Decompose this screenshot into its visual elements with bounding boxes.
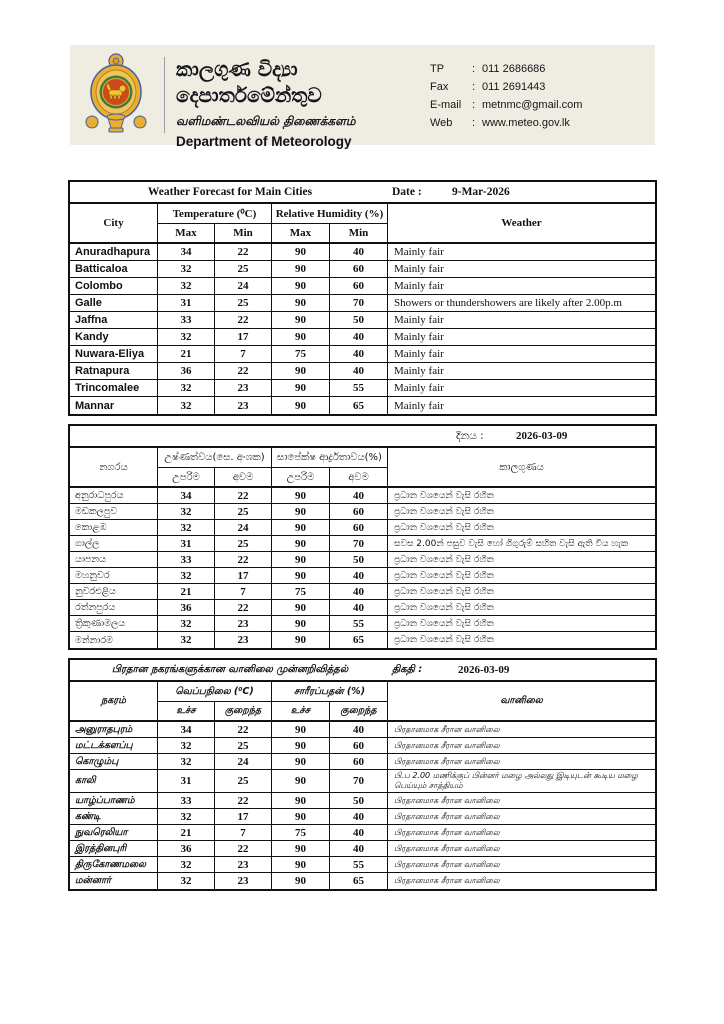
cell-weather: பிரதானமாக சீரான வானிலை xyxy=(394,811,500,821)
table-row xyxy=(70,278,655,295)
cell-temp-min: 22 xyxy=(215,793,272,808)
cell-hum-max: 90 xyxy=(272,504,330,519)
cell-temp-min: 23 xyxy=(215,873,272,889)
col-header-hum-max: Max xyxy=(272,224,330,242)
table-row xyxy=(70,738,655,754)
cell-temp-max: 32 xyxy=(158,632,215,648)
cell-temp-max: 36 xyxy=(158,600,215,615)
cell-temp-max: 34 xyxy=(158,488,215,503)
cell-temp-min: 7 xyxy=(215,825,272,840)
cell-temp-max: 32 xyxy=(158,754,215,769)
cell-temp-min: 22 xyxy=(215,244,272,260)
table-row xyxy=(70,568,655,584)
cell-temp-max: 32 xyxy=(158,504,215,519)
cell-temp-min: 7 xyxy=(215,346,272,362)
cell-temp-min: 23 xyxy=(215,380,272,396)
contact-separator: : xyxy=(472,63,476,75)
col-header-temp-min: குறைந்த xyxy=(215,702,272,720)
cell-hum-max: 90 xyxy=(272,616,330,631)
cell-temp-min: 22 xyxy=(215,841,272,856)
cell-hum-min: 50 xyxy=(330,552,388,567)
table-row xyxy=(70,244,655,261)
cell-hum-min: 40 xyxy=(330,329,388,345)
table-row xyxy=(70,397,655,414)
cell-hum-max: 90 xyxy=(272,754,330,769)
cell-hum-min: 60 xyxy=(330,754,388,769)
col-header-temp-max: உச்ச xyxy=(158,702,215,720)
cell-hum-max: 90 xyxy=(272,380,330,396)
col-header-humidity: Relative Humidity (%) xyxy=(272,204,388,224)
cell-hum-max: 90 xyxy=(272,841,330,856)
table-row xyxy=(70,329,655,346)
cell-temp-max: 21 xyxy=(158,584,215,599)
table-row xyxy=(70,488,655,504)
col-header-humidity: සාපේක්ෂ ආර්ද්‍රතාවය(%) xyxy=(272,448,388,468)
cell-hum-min: 40 xyxy=(330,722,388,737)
cell-weather: Mainly fair xyxy=(394,399,444,412)
col-header-weather: Weather xyxy=(501,217,542,229)
cell-hum-max: 90 xyxy=(272,793,330,808)
cell-weather: பிரதானமாக சீரான வானிலை xyxy=(394,740,500,750)
cell-temp-min: 25 xyxy=(215,536,272,551)
date-value: 2026-03-09 xyxy=(516,430,568,442)
col-header-temp-min: අවම xyxy=(215,468,272,486)
table-row xyxy=(70,363,655,380)
cell-weather: பிரதானமாக சீரான வானிலை xyxy=(394,843,500,853)
cell-city: Mannar xyxy=(70,397,158,414)
cell-hum-min: 55 xyxy=(330,380,388,396)
col-header-city: நகரம் xyxy=(70,682,158,720)
cell-temp-max: 32 xyxy=(158,380,215,396)
cell-hum-max: 90 xyxy=(272,261,330,277)
cell-hum-min: 40 xyxy=(330,363,388,379)
cell-weather: ප්‍රධාන වශයෙන් වැසි රහිත xyxy=(394,618,494,629)
cell-weather: Mainly fair xyxy=(394,263,444,275)
table-row xyxy=(70,312,655,329)
cell-weather: ප්‍රධාන වශයෙන් වැසි රහිත xyxy=(394,490,494,501)
cell-hum-max: 90 xyxy=(272,568,330,583)
table-title-row xyxy=(70,660,655,682)
cell-hum-min: 55 xyxy=(330,616,388,631)
cell-temp-max: 32 xyxy=(158,261,215,277)
contact-phone xyxy=(430,60,645,78)
cell-weather: பிரதானமாக சீரான வானிலை xyxy=(394,795,500,805)
cell-weather: සවස 2.00න් පසුව වැසි හෝ ගිගුරුම් සහිත වැසි ඇති විය හැක xyxy=(394,538,629,549)
contact-web xyxy=(430,114,645,132)
col-header-temperature: வெப்பநிலை (⁰C) xyxy=(158,682,272,702)
cell-city: அனுராதபுரம் xyxy=(70,722,158,737)
cell-city: Ratnapura xyxy=(70,363,158,379)
col-header-hum-min: Min xyxy=(330,224,388,242)
cell-temp-max: 31 xyxy=(158,536,215,551)
col-header-hum-max: உச்ச xyxy=(272,702,330,720)
cell-temp-min: 25 xyxy=(215,770,272,792)
cell-temp-max: 32 xyxy=(158,873,215,889)
cell-hum-min: 60 xyxy=(330,520,388,535)
table-row xyxy=(70,754,655,770)
cell-city: අනුරාධපුරය xyxy=(70,488,158,503)
col-header-weather: කාලගුණය xyxy=(499,461,544,473)
date-value: 9-Mar-2026 xyxy=(452,186,510,198)
table-header xyxy=(70,204,655,244)
table-body xyxy=(70,488,655,648)
contact-value: www.meteo.gov.lk xyxy=(482,117,570,129)
cell-city: නුවරඑළිය xyxy=(70,584,158,599)
department-name-tamil: வளிமண்டலவியல் திணைக்களம் xyxy=(176,114,356,128)
cell-weather: Mainly fair xyxy=(394,246,444,258)
cell-hum-min: 40 xyxy=(330,841,388,856)
cell-temp-min: 25 xyxy=(215,738,272,753)
col-header-temp-min: Min xyxy=(215,224,272,242)
cell-temp-max: 32 xyxy=(158,278,215,294)
table-row xyxy=(70,793,655,809)
cell-temp-min: 25 xyxy=(215,261,272,277)
cell-hum-min: 55 xyxy=(330,857,388,872)
cell-hum-min: 70 xyxy=(330,295,388,311)
cell-city: යාපනය xyxy=(70,552,158,567)
cell-city: நுவரெலியா xyxy=(70,825,158,840)
cell-temp-max: 33 xyxy=(158,312,215,328)
cell-temp-min: 23 xyxy=(215,616,272,631)
cell-weather: ප්‍රධාන වශයෙන් වැසි රහිත xyxy=(394,586,494,597)
date-label: දිනය : xyxy=(456,429,484,442)
cell-hum-min: 70 xyxy=(330,536,388,551)
cell-weather: Showers or thundershowers are likely after 2.00p.m xyxy=(394,297,622,309)
cell-weather: Mainly fair xyxy=(394,314,444,326)
cell-weather: Mainly fair xyxy=(394,348,444,360)
cell-weather: ප්‍රධාන වශයෙන් වැසි රහිත xyxy=(394,635,494,645)
cell-weather: பிரதானமாக சீரான வானிலை xyxy=(394,827,500,837)
cell-temp-min: 23 xyxy=(215,397,272,414)
table-row xyxy=(70,616,655,632)
cell-temp-max: 32 xyxy=(158,616,215,631)
cell-city: මන්නාරම xyxy=(70,632,158,648)
cell-weather: பி.ப 2.00 மணிக்குப் பின்னர் மழை அல்லது இடியுடன் கூடிய மழை பெய்யும் சாத்தியம் xyxy=(394,771,638,790)
table-row xyxy=(70,295,655,312)
cell-city: Trincomalee xyxy=(70,380,158,396)
cell-city: රත්නපුරය xyxy=(70,600,158,615)
cell-city: Colombo xyxy=(70,278,158,294)
cell-hum-max: 90 xyxy=(272,363,330,379)
table-row xyxy=(70,809,655,825)
table-row xyxy=(70,261,655,278)
cell-city: Batticaloa xyxy=(70,261,158,277)
contact-separator: : xyxy=(472,99,476,111)
table-header xyxy=(70,448,655,488)
contact-label: E-mail xyxy=(430,99,462,111)
cell-hum-min: 65 xyxy=(330,632,388,648)
cell-weather: Mainly fair xyxy=(394,331,444,343)
table-title-row xyxy=(70,182,655,204)
cell-hum-max: 90 xyxy=(272,552,330,567)
col-header-city: නගරය xyxy=(70,448,158,486)
department-name-sinhala: කාලගුණ විද්‍යා දෙපාර්තමේන්තුව xyxy=(176,57,322,107)
table-row xyxy=(70,380,655,397)
cell-temp-min: 22 xyxy=(215,488,272,503)
table-row xyxy=(70,552,655,568)
cell-temp-max: 32 xyxy=(158,809,215,824)
cell-weather: ප්‍රධාන වශයෙන් වැසි රහිත xyxy=(394,602,494,613)
cell-temp-min: 25 xyxy=(215,504,272,519)
col-header-hum-min: குறைந்த xyxy=(330,702,388,720)
cell-hum-min: 40 xyxy=(330,809,388,824)
cell-city: யாழ்ப்பாணம் xyxy=(70,793,158,808)
cell-hum-max: 90 xyxy=(272,312,330,328)
table-row xyxy=(70,520,655,536)
date-value: 2026-03-09 xyxy=(458,664,510,676)
cell-temp-min: 17 xyxy=(215,568,272,583)
cell-weather: பிரதானமாக சீரான வானிலை xyxy=(394,724,500,734)
letterhead-divider xyxy=(164,57,165,133)
contact-fax xyxy=(430,78,645,96)
cell-temp-min: 23 xyxy=(215,857,272,872)
col-header-temperature: Temperature (⁰C) xyxy=(158,204,272,224)
cell-city: திருகோணமலை xyxy=(70,857,158,872)
cell-hum-max: 75 xyxy=(272,825,330,840)
cell-weather: ප්‍රධාන වශයෙන් වැසි රහිත xyxy=(394,522,494,533)
cell-hum-max: 90 xyxy=(272,329,330,345)
cell-city: ත්‍රිකුණාමලය xyxy=(70,616,158,631)
contact-label: TP xyxy=(430,63,445,75)
cell-hum-max: 90 xyxy=(272,397,330,414)
cell-city: Nuwara-Eliya xyxy=(70,346,158,362)
cell-hum-min: 40 xyxy=(330,600,388,615)
cell-hum-max: 90 xyxy=(272,738,330,753)
cell-temp-min: 25 xyxy=(215,295,272,311)
col-header-temperature: උෂ්ණත්වය(සෙ. අංශක) xyxy=(158,448,272,468)
table-title: Weather Forecast for Main Cities xyxy=(147,186,313,198)
table-header xyxy=(70,682,655,722)
table-body xyxy=(70,722,655,889)
cell-temp-max: 33 xyxy=(158,552,215,567)
cell-temp-max: 32 xyxy=(158,568,215,583)
cell-temp-min: 22 xyxy=(215,312,272,328)
cell-city: மன்னார் xyxy=(70,873,158,889)
cell-hum-max: 75 xyxy=(272,584,330,599)
cell-hum-min: 40 xyxy=(330,488,388,503)
sri-lanka-emblem-logo-icon xyxy=(84,52,148,138)
cell-hum-min: 60 xyxy=(330,504,388,519)
cell-city: කොළඹ xyxy=(70,520,158,535)
contact-label: Fax xyxy=(430,81,449,93)
cell-temp-min: 17 xyxy=(215,329,272,345)
cell-hum-max: 90 xyxy=(272,770,330,792)
cell-hum-max: 75 xyxy=(272,346,330,362)
cell-temp-max: 21 xyxy=(158,346,215,362)
cell-temp-max: 32 xyxy=(158,397,215,414)
forecast-table-sinhala xyxy=(68,424,657,650)
cell-hum-max: 90 xyxy=(272,295,330,311)
cell-hum-min: 50 xyxy=(330,312,388,328)
contact-value: 011 2691443 xyxy=(482,81,546,93)
cell-temp-min: 24 xyxy=(215,520,272,535)
col-header-humidity: சாரீரப்பதன் (%) xyxy=(272,682,388,702)
col-header-hum-max: උපරිම xyxy=(272,468,330,486)
cell-temp-min: 17 xyxy=(215,809,272,824)
cell-temp-max: 21 xyxy=(158,825,215,840)
cell-temp-min: 22 xyxy=(215,363,272,379)
cell-hum-max: 90 xyxy=(272,278,330,294)
cell-weather: Mainly fair xyxy=(394,365,444,377)
cell-temp-min: 23 xyxy=(215,632,272,648)
contact-label: Web xyxy=(430,117,453,129)
col-header-city: City xyxy=(70,204,158,242)
cell-city: ගාල්ල xyxy=(70,536,158,551)
col-header-temp-max: උපරිම xyxy=(158,468,215,486)
cell-hum-max: 90 xyxy=(272,520,330,535)
cell-weather: பிரதானமாக சீரான வானிலை xyxy=(394,876,500,885)
date-label: திகதி : xyxy=(392,664,423,675)
table-row xyxy=(70,536,655,552)
cell-hum-min: 65 xyxy=(330,397,388,414)
contact-value: 011 2686686 xyxy=(482,63,546,75)
table-row xyxy=(70,600,655,616)
table-title: பிரதான நகரங்களுக்கான வானிலை முன்னறிவித்தல் xyxy=(111,664,349,675)
date-label: Date : xyxy=(392,186,422,198)
cell-city: මහනුවර xyxy=(70,568,158,583)
cell-city: கொழும்பு xyxy=(70,754,158,769)
cell-hum-max: 90 xyxy=(272,873,330,889)
cell-temp-max: 31 xyxy=(158,295,215,311)
contact-separator: : xyxy=(472,117,476,129)
cell-hum-max: 90 xyxy=(272,600,330,615)
cell-temp-min: 24 xyxy=(215,278,272,294)
cell-temp-max: 33 xyxy=(158,793,215,808)
cell-temp-max: 31 xyxy=(158,770,215,792)
cell-hum-max: 90 xyxy=(272,809,330,824)
contact-value: metnmc@gmail.com xyxy=(482,99,583,111)
cell-temp-max: 34 xyxy=(158,722,215,737)
table-row xyxy=(70,722,655,738)
table-row xyxy=(70,857,655,873)
cell-hum-min: 40 xyxy=(330,825,388,840)
cell-hum-max: 90 xyxy=(272,632,330,648)
cell-city: இரத்தினபுரி xyxy=(70,841,158,856)
cell-weather: பிரதானமாக சீரான வானிலை xyxy=(394,859,500,869)
cell-temp-max: 36 xyxy=(158,841,215,856)
cell-hum-min: 40 xyxy=(330,244,388,260)
cell-city: Jaffna xyxy=(70,312,158,328)
cell-temp-min: 22 xyxy=(215,552,272,567)
cell-city: கண்டி xyxy=(70,809,158,824)
cell-temp-max: 36 xyxy=(158,363,215,379)
table-title-row xyxy=(70,426,655,448)
contact-email xyxy=(430,96,645,114)
cell-temp-max: 32 xyxy=(158,329,215,345)
cell-hum-min: 40 xyxy=(330,584,388,599)
cell-city: காலி xyxy=(70,770,158,792)
cell-weather: ප්‍රධාන වශයෙන් වැසි රහිත xyxy=(394,570,494,581)
col-header-temp-max: Max xyxy=(158,224,215,242)
cell-hum-min: 60 xyxy=(330,261,388,277)
cell-temp-min: 7 xyxy=(215,584,272,599)
cell-weather: ප්‍රධාන වශයෙන් වැසි රහිත xyxy=(394,506,494,517)
table-row xyxy=(70,584,655,600)
table-row xyxy=(70,873,655,889)
cell-weather: பிரதானமாக சீரான வானிலை xyxy=(394,756,500,766)
cell-hum-min: 60 xyxy=(330,738,388,753)
cell-city: Kandy xyxy=(70,329,158,345)
cell-temp-max: 32 xyxy=(158,520,215,535)
table-row xyxy=(70,504,655,520)
table-row xyxy=(70,841,655,857)
table-row xyxy=(70,825,655,841)
cell-hum-min: 40 xyxy=(330,568,388,583)
cell-hum-max: 90 xyxy=(272,857,330,872)
letterhead xyxy=(70,45,655,149)
cell-weather: Mainly fair xyxy=(394,382,444,394)
table-row xyxy=(70,346,655,363)
contact-separator: : xyxy=(472,81,476,93)
contact-block xyxy=(430,60,645,132)
cell-weather: Mainly fair xyxy=(394,280,444,292)
cell-hum-max: 90 xyxy=(272,244,330,260)
table-body xyxy=(70,244,655,414)
forecast-table-english xyxy=(68,180,657,416)
col-header-hum-min: අවම xyxy=(330,468,388,486)
cell-temp-min: 22 xyxy=(215,722,272,737)
cell-hum-min: 70 xyxy=(330,770,388,792)
cell-temp-max: 32 xyxy=(158,857,215,872)
cell-hum-max: 90 xyxy=(272,536,330,551)
cell-temp-max: 32 xyxy=(158,738,215,753)
cell-hum-max: 90 xyxy=(272,488,330,503)
cell-weather: ප්‍රධාන වශයෙන් වැසි රහිත xyxy=(394,554,494,565)
forecast-table-tamil xyxy=(68,658,657,891)
cell-temp-min: 22 xyxy=(215,600,272,615)
department-titles xyxy=(176,56,436,151)
cell-temp-max: 34 xyxy=(158,244,215,260)
cell-hum-min: 50 xyxy=(330,793,388,808)
department-name-english: Department of Meteorology xyxy=(176,134,352,149)
table-row xyxy=(70,770,655,793)
cell-hum-min: 65 xyxy=(330,873,388,889)
cell-hum-min: 40 xyxy=(330,346,388,362)
cell-city: Galle xyxy=(70,295,158,311)
cell-city: மட்டக்களப்பு xyxy=(70,738,158,753)
table-row xyxy=(70,632,655,648)
col-header-weather: வானிலை xyxy=(500,695,543,706)
cell-hum-min: 60 xyxy=(330,278,388,294)
cell-hum-max: 90 xyxy=(272,722,330,737)
cell-temp-min: 24 xyxy=(215,754,272,769)
cell-city: Anuradhapura xyxy=(70,244,158,260)
cell-city: මඩකලපුව xyxy=(70,504,158,519)
